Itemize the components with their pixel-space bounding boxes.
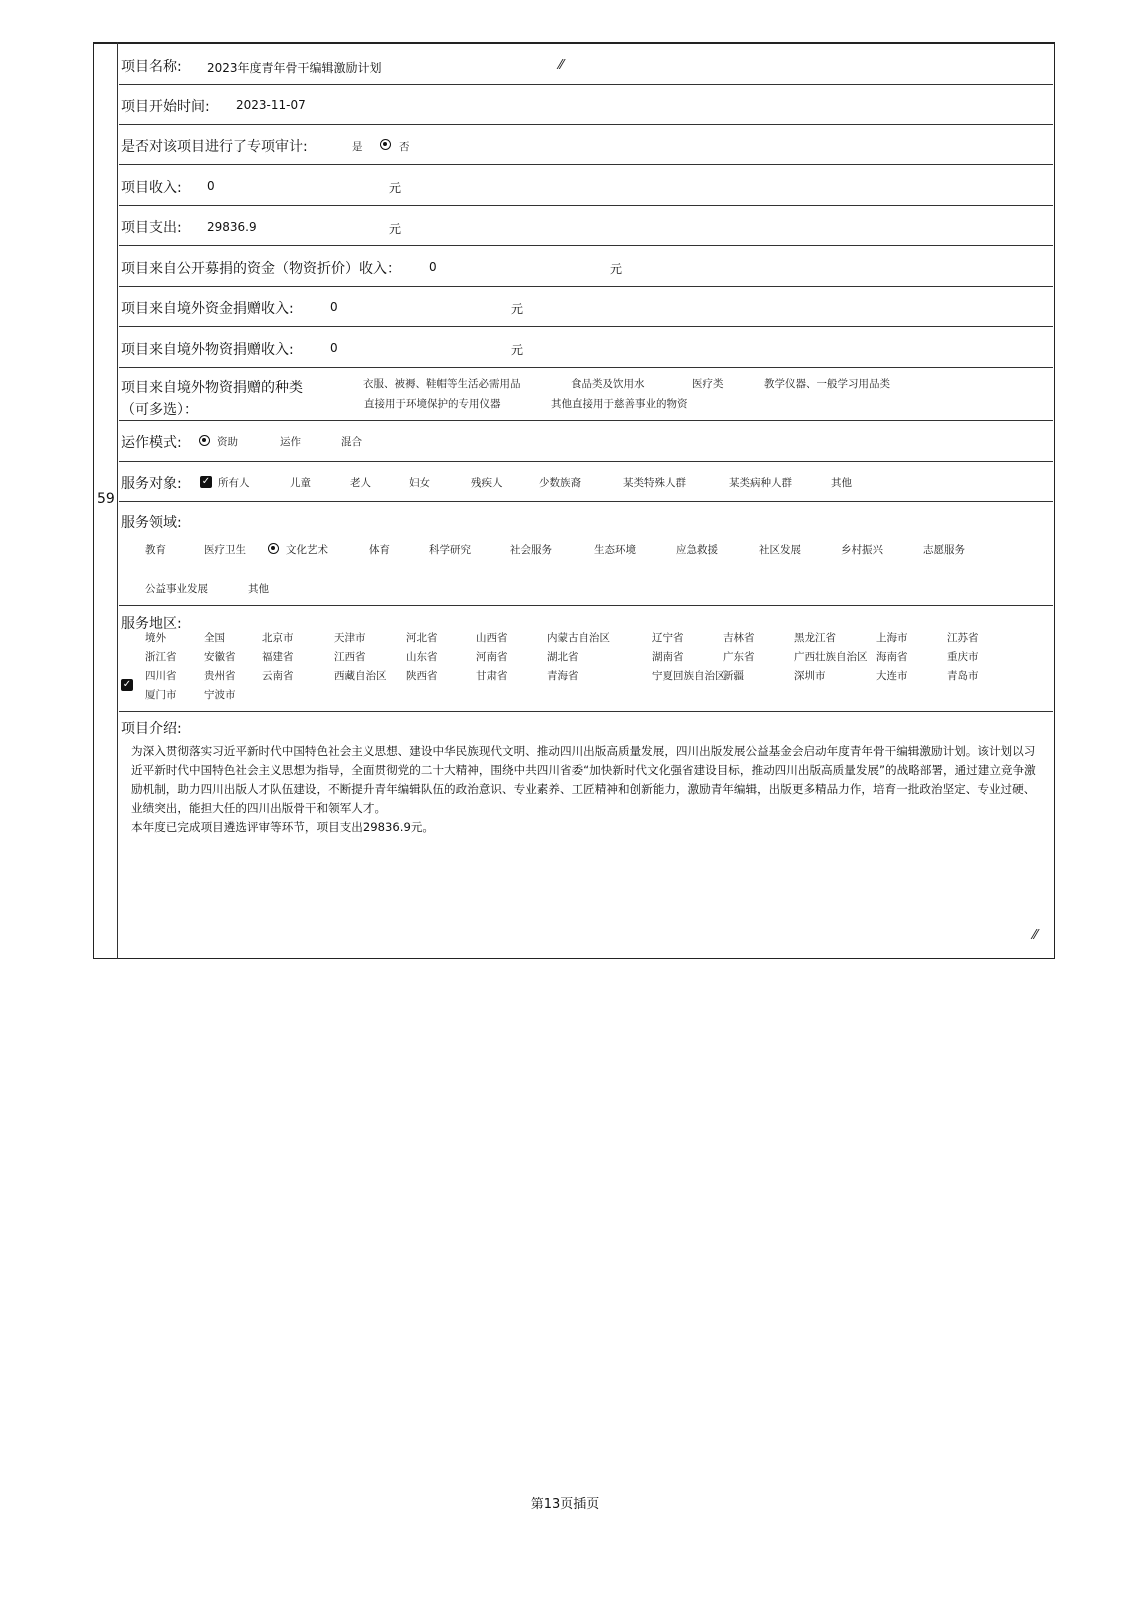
public-fund-label: 项目来自公开募捐的资金（物资折价）收入：	[121, 261, 401, 277]
operation-option-operate[interactable]: 运作	[280, 436, 301, 448]
region-option[interactable]: 安徽省	[204, 651, 236, 663]
operation-radio-selected-icon[interactable]	[199, 435, 210, 446]
region-option[interactable]: 四川省	[145, 670, 177, 682]
target-option-0[interactable]: 所有人	[218, 477, 250, 489]
expense-label: 项目支出:	[121, 220, 182, 236]
overseas-fund-unit: 元	[511, 302, 524, 316]
region-option[interactable]: 新疆	[723, 670, 744, 682]
region-option[interactable]: 湖北省	[547, 651, 579, 663]
audit-option-no[interactable]: 否	[399, 141, 410, 153]
intro-text[interactable]	[131, 742, 1046, 837]
public-fund-value[interactable]: 0	[429, 260, 437, 274]
region-option[interactable]: 福建省	[262, 651, 294, 663]
overseas-goods-unit: 元	[511, 343, 524, 357]
income-unit: 元	[389, 181, 402, 195]
region-option[interactable]: 河南省	[476, 651, 508, 663]
region-option[interactable]: 青海省	[547, 670, 579, 682]
region-option[interactable]: 西藏自治区	[334, 670, 387, 682]
intro-paragraph-1: 为深入贯彻落实习近平新时代中国特色社会主义思想、建设中华民族现代文明、推动四川出版高质量发展，四川出版发展公益基金会启动年度青年骨干编辑激励计划。该计划以习近平新时代中国特色社会主义思想为指导，全面贯彻党的二十大精神，围绕中共四川省委“加快新时代文化强省建设目标，推动四川出版高质量发展”的战略部署，通过建立竞争激励机制，助力四川出版人才队伍建设，不断提升青年编辑队伍的政治意识、专业素养、工匠精神和创新能力，激励青年编辑，出版更多精品力作，培育一批政治坚定、专业过硬、业绩突出，能担大任的四川出版骨干和领军人才。	[131, 744, 1036, 815]
region-option[interactable]: 甘肃省	[476, 670, 508, 682]
audit-radio-selected-icon[interactable]	[380, 139, 391, 150]
region-option[interactable]: 广东省	[723, 651, 755, 663]
region-option[interactable]: 青岛市	[947, 670, 979, 682]
target-option-3[interactable]: 妇女	[409, 477, 430, 489]
region-option[interactable]: 黑龙江省	[794, 632, 836, 644]
operation-option-grant[interactable]: 资助	[217, 436, 238, 448]
field-option-1[interactable]: 医疗卫生	[204, 544, 246, 556]
field-option-0[interactable]: 教育	[145, 544, 166, 556]
field-option-4[interactable]: 科学研究	[429, 544, 471, 556]
row-expense	[119, 206, 1053, 246]
public-fund-unit: 元	[610, 262, 623, 276]
goods-option-other[interactable]: 其他直接用于慈善事业的物资	[551, 398, 688, 410]
row-income	[119, 165, 1053, 206]
resize-handle-icon[interactable]: ⁄⁄	[1033, 928, 1038, 943]
expense-value[interactable]: 29836.9	[207, 220, 257, 234]
row-audit	[119, 125, 1053, 165]
row-goods-types	[119, 368, 1053, 421]
start-time-label: 项目开始时间:	[121, 99, 210, 115]
target-checked-icon[interactable]: ✓	[201, 476, 211, 487]
row-service-targets	[119, 462, 1053, 502]
resize-handle-icon[interactable]: ⁄⁄	[559, 58, 564, 73]
row-operation-mode	[119, 421, 1053, 462]
operation-mode-label: 运作模式:	[121, 435, 182, 451]
page-footer: 第13页插页	[530, 1497, 600, 1512]
project-name-value[interactable]: 2023年度青年骨干编辑激励计划	[207, 61, 382, 75]
target-option-8[interactable]: 其他	[831, 477, 852, 489]
row-service-fields	[119, 502, 1053, 606]
region-option[interactable]: 内蒙古自治区	[547, 632, 610, 644]
goods-option-food[interactable]: 食品类及饮用水	[571, 378, 645, 390]
goods-option-education[interactable]: 教学仪器、一般学习用品类	[764, 378, 890, 390]
goods-types-label: 项目来自境外物资捐赠的种类	[121, 380, 303, 396]
target-option-7[interactable]: 某类病种人群	[729, 477, 792, 489]
service-targets-label: 服务对象:	[121, 476, 182, 492]
form-inner-border	[117, 42, 118, 959]
service-fields-label: 服务领域:	[121, 515, 182, 531]
region-option[interactable]: 大连市	[876, 670, 908, 682]
field-option-3[interactable]: 体育	[369, 544, 390, 556]
region-option[interactable]: 北京市	[262, 632, 294, 644]
region-option[interactable]: 宁波市	[204, 689, 236, 701]
goods-types-multi-label: （可多选）：	[121, 402, 198, 418]
side-page-number: 59	[97, 491, 115, 507]
service-regions-label: 服务地区:	[121, 616, 182, 632]
goods-option-environment[interactable]: 直接用于环境保护的专用仪器	[364, 398, 501, 410]
audit-label: 是否对该项目进行了专项审计:	[121, 139, 308, 155]
income-label: 项目收入:	[121, 180, 182, 196]
region-option[interactable]: 宁夏回族自治区	[652, 670, 726, 682]
overseas-goods-value[interactable]: 0	[330, 341, 338, 355]
region-option[interactable]: 广西壮族自治区	[794, 651, 868, 663]
income-value[interactable]: 0	[207, 179, 215, 193]
region-option[interactable]: 上海市	[876, 632, 908, 644]
target-option-4[interactable]: 残疾人	[471, 477, 503, 489]
region-option[interactable]: 湖南省	[652, 651, 684, 663]
region-option[interactable]: 江西省	[334, 651, 366, 663]
region-option[interactable]: 贵州省	[204, 670, 236, 682]
region-option[interactable]: 陕西省	[406, 670, 438, 682]
region-checked-icon[interactable]: ✓	[122, 679, 132, 690]
overseas-fund-label: 项目来自境外资金捐赠收入:	[121, 301, 294, 317]
region-option[interactable]: 天津市	[334, 632, 366, 644]
region-option[interactable]: 吉林省	[723, 632, 755, 644]
target-option-2[interactable]: 老人	[350, 477, 371, 489]
field-option-5[interactable]: 社会服务	[510, 544, 552, 556]
intro-paragraph-2: 本年度已完成项目遴选评审等环节，项目支出29836.9元。	[131, 820, 435, 834]
region-option[interactable]: 浙江省	[145, 651, 177, 663]
goods-option-medical[interactable]: 医疗类	[692, 378, 724, 390]
row-overseas-goods	[119, 327, 1053, 368]
field-option-public-welfare[interactable]: 公益事业发展	[145, 583, 208, 595]
field-radio-selected-icon[interactable]	[268, 543, 279, 554]
region-option[interactable]: 境外	[145, 632, 166, 644]
target-option-6[interactable]: 某类特殊人群	[623, 477, 686, 489]
region-option[interactable]: 海南省	[876, 651, 908, 663]
region-option[interactable]: 山东省	[406, 651, 438, 663]
target-option-5[interactable]: 少数族裔	[539, 477, 581, 489]
overseas-fund-value[interactable]: 0	[330, 300, 338, 314]
region-option[interactable]: 山西省	[476, 632, 508, 644]
target-option-1[interactable]: 儿童	[290, 477, 311, 489]
region-option[interactable]: 河北省	[406, 632, 438, 644]
row-overseas-fund	[119, 287, 1053, 327]
start-time-value[interactable]: 2023-11-07	[236, 98, 306, 112]
overseas-goods-label: 项目来自境外物资捐赠收入:	[121, 342, 294, 358]
row-project-name	[119, 44, 1053, 85]
goods-option-daily[interactable]: 衣服、被褥、鞋帽等生活必需用品	[363, 378, 521, 390]
field-option-7[interactable]: 应急救援	[676, 544, 718, 556]
row-public-fund	[119, 246, 1053, 287]
region-option[interactable]: 重庆市	[947, 651, 979, 663]
field-option-2[interactable]: 文化艺术	[286, 544, 328, 556]
field-option-6[interactable]: 生态环境	[594, 544, 636, 556]
region-option[interactable]: 深圳市	[794, 670, 826, 682]
row-start-time	[119, 85, 1053, 125]
region-option[interactable]: 辽宁省	[652, 632, 684, 644]
row-service-regions	[119, 606, 1053, 712]
field-option-8[interactable]: 社区发展	[759, 544, 801, 556]
project-name-label: 项目名称:	[121, 59, 182, 75]
region-option[interactable]: 江苏省	[947, 632, 979, 644]
intro-label: 项目介绍:	[121, 721, 182, 737]
operation-option-mixed[interactable]: 混合	[341, 436, 362, 448]
region-option[interactable]: 厦门市	[145, 689, 177, 701]
audit-option-yes[interactable]: 是	[352, 141, 363, 153]
region-option[interactable]: 全国	[204, 632, 225, 644]
expense-unit: 元	[389, 222, 402, 236]
field-option-10[interactable]: 志愿服务	[923, 544, 965, 556]
field-option-9[interactable]: 乡村振兴	[841, 544, 883, 556]
field-option-other[interactable]: 其他	[248, 583, 269, 595]
region-option[interactable]: 云南省	[262, 670, 294, 682]
